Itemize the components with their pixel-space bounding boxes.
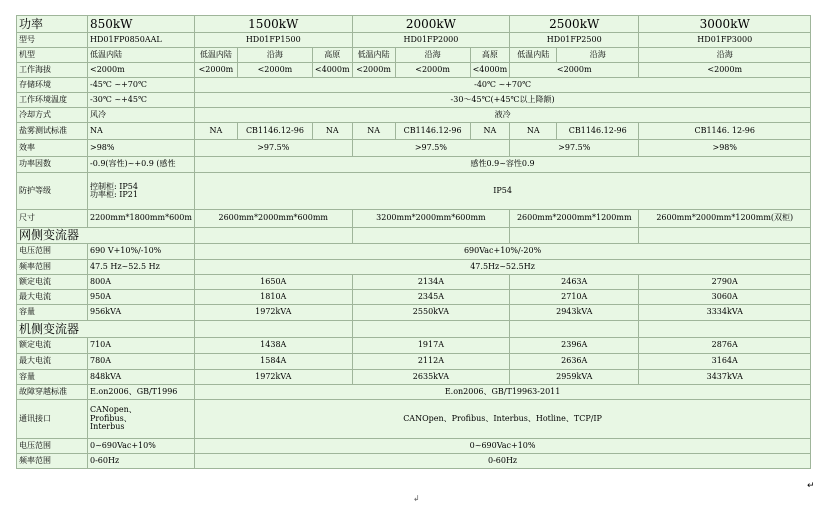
row-size bbox=[17, 210, 811, 228]
gen-rated-current-3000: 2876A bbox=[639, 338, 811, 354]
grid-freq-850: 47.5 Hz~52.5 Hz bbox=[88, 260, 195, 275]
gen-max-current-2000: 2112A bbox=[352, 354, 510, 370]
power-label: 功率 bbox=[17, 16, 88, 33]
gen-capacity-2500: 2959kVA bbox=[510, 370, 639, 385]
gen-max-current-1500: 1584A bbox=[194, 354, 352, 370]
size-2500: 2600mm*2000mm*1200mm bbox=[510, 210, 639, 228]
voltage-range-2-rest: 0~690Vac+10% bbox=[194, 439, 810, 454]
grid-capacity-3000: 3334kVA bbox=[639, 305, 811, 321]
row-power-factor bbox=[17, 157, 811, 173]
grid-max-current-1500: 1810A bbox=[194, 290, 352, 305]
grid-max-current-3000: 3060A bbox=[639, 290, 811, 305]
spec-table bbox=[16, 15, 811, 469]
row-voltage-range-2 bbox=[17, 439, 811, 454]
work-temp-label: 工作环境温度 bbox=[17, 93, 88, 108]
cooling-label: 冷却方式 bbox=[17, 108, 88, 123]
type-1500-b: 沿海 bbox=[237, 48, 312, 63]
row-efficiency bbox=[17, 140, 811, 157]
cooling-850: 风冷 bbox=[88, 108, 195, 123]
protection-850: 控制柜: IP54 功率柜: IP21 bbox=[88, 173, 195, 210]
size-2000: 3200mm*2000mm*600mm bbox=[352, 210, 510, 228]
model-2000: HD01FP2000 bbox=[352, 33, 510, 48]
gen-section-blank-3000 bbox=[639, 321, 811, 338]
freq-range-2-label: 频率范围 bbox=[17, 454, 88, 469]
work-temp-rest: -30～45℃(+45℃以上降额) bbox=[194, 93, 810, 108]
grid-section-title: 网侧变流器 bbox=[17, 228, 195, 244]
gen-section-blank-2000 bbox=[352, 321, 510, 338]
grid-max-current-2500: 2710A bbox=[510, 290, 639, 305]
type-3000: 沿海 bbox=[639, 48, 811, 63]
size-3000: 2600mm*2000mm*1200mm(双柜) bbox=[639, 210, 811, 228]
row-grid-voltage bbox=[17, 244, 811, 260]
altitude-2000-b: <2000m bbox=[395, 63, 470, 78]
row-gen-section bbox=[17, 321, 811, 338]
power-factor-rest: 感性0.9~容性0.9 bbox=[194, 157, 810, 173]
gen-capacity-3000: 3437kVA bbox=[639, 370, 811, 385]
grid-freq-label: 频率范围 bbox=[17, 260, 88, 275]
power-2000: 2000kW bbox=[352, 16, 510, 33]
type-1500-c: 高原 bbox=[312, 48, 352, 63]
grid-voltage-850: 690 V+10%/-10% bbox=[88, 244, 195, 260]
row-grid-max-current bbox=[17, 290, 811, 305]
type-2000-b: 沿海 bbox=[395, 48, 470, 63]
comm-rest: CANOpen、Profibus、Interbus、Hotline、TCP/IP bbox=[194, 400, 810, 439]
salt-2000-b: CB1146.12-96 bbox=[395, 123, 470, 140]
model-850: HD01FP0850AAL bbox=[88, 33, 195, 48]
salt-label: 盐雾测试标准 bbox=[17, 123, 88, 140]
line-break-mark-icon: ↲ bbox=[413, 494, 420, 503]
grid-rated-current-label: 额定电流 bbox=[17, 275, 88, 290]
type-2500-a: 低温内陆 bbox=[510, 48, 557, 63]
model-label: 型号 bbox=[17, 33, 88, 48]
row-grid-freq bbox=[17, 260, 811, 275]
protection-label: 防护等级 bbox=[17, 173, 88, 210]
row-grid-capacity bbox=[17, 305, 811, 321]
work-temp-850: -30℃ ~+45℃ bbox=[88, 93, 195, 108]
grid-capacity-2000: 2550kVA bbox=[352, 305, 510, 321]
row-freq-range-2 bbox=[17, 454, 811, 469]
altitude-3000: <2000m bbox=[639, 63, 811, 78]
gen-max-current-label: 最大电流 bbox=[17, 354, 88, 370]
type-1500-a: 低温内陆 bbox=[194, 48, 237, 63]
gen-rated-current-1500: 1438A bbox=[194, 338, 352, 354]
grid-section-blank-2000 bbox=[352, 228, 510, 244]
type-2000-a: 低温内陆 bbox=[352, 48, 395, 63]
lvrt-label: 故障穿越标准 bbox=[17, 385, 88, 400]
storage-850: -45℃ ~+70℃ bbox=[88, 78, 195, 93]
row-gen-capacity bbox=[17, 370, 811, 385]
gen-capacity-2000: 2635kVA bbox=[352, 370, 510, 385]
size-1500: 2600mm*2000mm*600mm bbox=[194, 210, 352, 228]
altitude-2500: <2000m bbox=[510, 63, 639, 78]
row-storage bbox=[17, 78, 811, 93]
altitude-2000-a: <2000m bbox=[352, 63, 395, 78]
salt-2500-a: NA bbox=[510, 123, 557, 140]
altitude-1500-c: <4000m bbox=[312, 63, 352, 78]
grid-capacity-850: 956kVA bbox=[88, 305, 195, 321]
grid-capacity-2500: 2943kVA bbox=[510, 305, 639, 321]
size-850: 2200mm*1800mm*600m bbox=[88, 210, 195, 228]
protection-rest: IP54 bbox=[194, 173, 810, 210]
comm-850: CANopen、 Profibus、 Interbus bbox=[88, 400, 195, 439]
salt-1500-a: NA bbox=[194, 123, 237, 140]
gen-capacity-label: 容量 bbox=[17, 370, 88, 385]
efficiency-1500: >97.5% bbox=[194, 140, 352, 157]
salt-2500-b: CB1146.12-96 bbox=[557, 123, 639, 140]
gen-rated-current-label: 额定电流 bbox=[17, 338, 88, 354]
type-2500-b: 沿海 bbox=[557, 48, 639, 63]
altitude-1500-b: <2000m bbox=[237, 63, 312, 78]
efficiency-850: >98% bbox=[88, 140, 195, 157]
efficiency-3000: >98% bbox=[639, 140, 811, 157]
row-work-temp bbox=[17, 93, 811, 108]
grid-max-current-label: 最大电流 bbox=[17, 290, 88, 305]
model-1500: HD01FP1500 bbox=[194, 33, 352, 48]
power-2500: 2500kW bbox=[510, 16, 639, 33]
grid-section-blank-3000 bbox=[639, 228, 811, 244]
freq-range-2-rest: 0-60Hz bbox=[194, 454, 810, 469]
salt-1500-c: NA bbox=[312, 123, 352, 140]
model-3000: HD01FP3000 bbox=[639, 33, 811, 48]
size-label: 尺寸 bbox=[17, 210, 88, 228]
model-2500: HD01FP2500 bbox=[510, 33, 639, 48]
power-factor-label: 功率因数 bbox=[17, 157, 88, 173]
gen-capacity-1500: 1972kVA bbox=[194, 370, 352, 385]
gen-rated-current-2500: 2396A bbox=[510, 338, 639, 354]
grid-max-current-2000: 2345A bbox=[352, 290, 510, 305]
grid-section-blank-2500 bbox=[510, 228, 639, 244]
row-power bbox=[17, 16, 811, 33]
gen-section-blank-1500 bbox=[194, 321, 352, 338]
grid-capacity-1500: 1972kVA bbox=[194, 305, 352, 321]
grid-section-blank-1500 bbox=[194, 228, 352, 244]
row-comm bbox=[17, 400, 811, 439]
altitude-850: <2000m bbox=[88, 63, 195, 78]
voltage-range-2-850: 0~690Vac+10% bbox=[88, 439, 195, 454]
type-2000-c: 高原 bbox=[470, 48, 510, 63]
grid-voltage-label: 电压范围 bbox=[17, 244, 88, 260]
gen-max-current-2500: 2636A bbox=[510, 354, 639, 370]
voltage-range-2-label: 电压范围 bbox=[17, 439, 88, 454]
row-gen-max-current bbox=[17, 354, 811, 370]
power-3000: 3000kW bbox=[639, 16, 811, 33]
power-850: 850kW bbox=[88, 16, 195, 33]
row-salt bbox=[17, 123, 811, 140]
gen-capacity-850: 848kVA bbox=[88, 370, 195, 385]
grid-voltage-rest: 690Vac+10%/-20% bbox=[194, 244, 810, 260]
grid-max-current-850: 950A bbox=[88, 290, 195, 305]
salt-1500-b: CB1146.12-96 bbox=[237, 123, 312, 140]
salt-2000-a: NA bbox=[352, 123, 395, 140]
power-1500: 1500kW bbox=[194, 16, 352, 33]
grid-rated-current-2500: 2463A bbox=[510, 275, 639, 290]
row-protection bbox=[17, 173, 811, 210]
efficiency-label: 效率 bbox=[17, 140, 88, 157]
row-altitude bbox=[17, 63, 811, 78]
grid-rated-current-1500: 1650A bbox=[194, 275, 352, 290]
altitude-2000-c: <4000m bbox=[470, 63, 510, 78]
grid-rated-current-850: 800A bbox=[88, 275, 195, 290]
row-model bbox=[17, 33, 811, 48]
power-factor-850: -0.9(容性)~+0.9 (感性 bbox=[88, 157, 195, 173]
grid-capacity-label: 容量 bbox=[17, 305, 88, 321]
efficiency-2000: >97.5% bbox=[352, 140, 510, 157]
cooling-rest: 液冷 bbox=[194, 108, 810, 123]
grid-rated-current-3000: 2790A bbox=[639, 275, 811, 290]
grid-freq-rest: 47.5Hz~52.5Hz bbox=[194, 260, 810, 275]
lvrt-rest: E.on2006、GB/T19963-2011 bbox=[194, 385, 810, 400]
row-grid-section bbox=[17, 228, 811, 244]
freq-range-2-850: 0-60Hz bbox=[88, 454, 195, 469]
grid-rated-current-2000: 2134A bbox=[352, 275, 510, 290]
type-850: 低温内陆 bbox=[88, 48, 195, 63]
efficiency-2500: >97.5% bbox=[510, 140, 639, 157]
type-label: 机型 bbox=[17, 48, 88, 63]
altitude-1500-a: <2000m bbox=[194, 63, 237, 78]
gen-max-current-3000: 3164A bbox=[639, 354, 811, 370]
altitude-label: 工作海拔 bbox=[17, 63, 88, 78]
row-lvrt bbox=[17, 385, 811, 400]
gen-max-current-850: 780A bbox=[88, 354, 195, 370]
row-cooling bbox=[17, 108, 811, 123]
paragraph-mark-icon: ↵ bbox=[807, 481, 815, 491]
row-grid-rated-current bbox=[17, 275, 811, 290]
storage-rest: -40℃ ~+70℃ bbox=[194, 78, 810, 93]
gen-rated-current-2000: 1917A bbox=[352, 338, 510, 354]
comm-label: 通讯接口 bbox=[17, 400, 88, 439]
gen-section-blank-2500 bbox=[510, 321, 639, 338]
storage-label: 存储环境 bbox=[17, 78, 88, 93]
gen-rated-current-850: 710A bbox=[88, 338, 195, 354]
gen-section-title: 机侧变流器 bbox=[17, 321, 195, 338]
salt-2000-c: NA bbox=[470, 123, 510, 140]
salt-850: NA bbox=[88, 123, 195, 140]
lvrt-850: E.on2006、GB/T1996 bbox=[88, 385, 195, 400]
row-gen-rated-current bbox=[17, 338, 811, 354]
salt-3000: CB1146. 12-96 bbox=[639, 123, 811, 140]
row-type bbox=[17, 48, 811, 63]
